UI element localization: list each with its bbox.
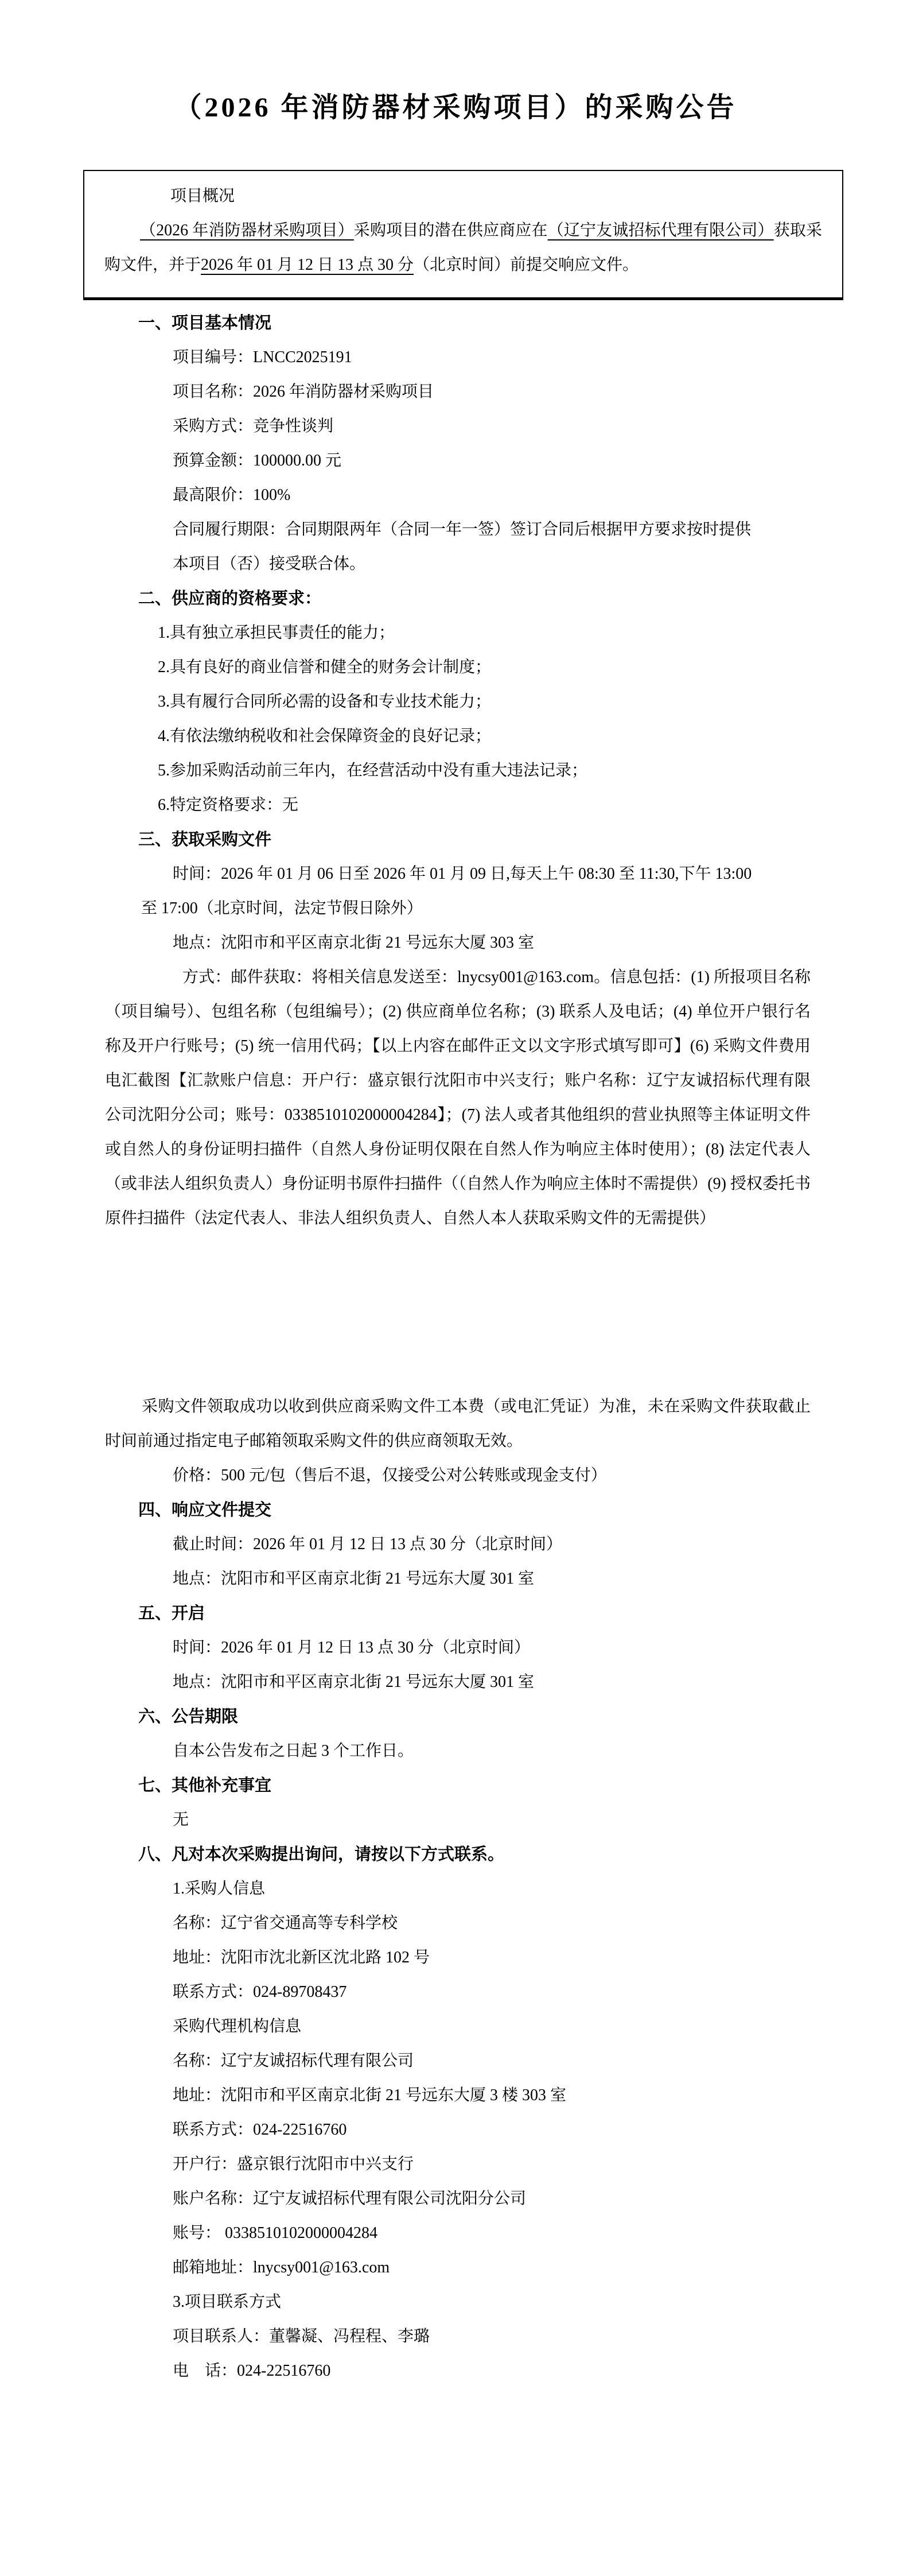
agency-name: 名称：辽宁友诚招标代理有限公司 [173,2052,414,2070]
document-location: 地点：沈阳市和平区南京北街 21 号远东大厦 303 室 [173,934,535,952]
opening-location: 地点：沈阳市和平区南京北街 21 号远东大厦 301 室 [173,1673,535,1691]
overview-project-name: （2026 年消防器材采购项目） [140,222,354,239]
purchaser-info-label: 1.采购人信息 [173,1880,266,1898]
project-contact-phone: 电 话：024-22516760 [173,2362,331,2380]
blank-space [105,1236,811,1390]
contract-period: 合同履行期限：合同期限两年（合同一年一签）签订合同后根据甲方要求按时提供 [173,521,752,538]
overview-paragraph [104,214,822,282]
agency-bank: 开户行：盛京银行沈阳市中兴支行 [173,2155,414,2173]
document-price: 价格：500 元/包（售后不退，仅接受公对公转账或现金支付） [173,1467,607,1484]
qualification-6: 6.特定资格要求：无 [158,796,299,814]
section-7-heading: 七、其他补充事宜 [138,1776,272,1795]
document-method-paragraph: 方式：邮件获取：将相关信息发送至：lnycsy001@163.com。信息包括：(1) 所报项目名称（项目编号）、包组名称（包组编号）；(2) 供应商单位名称；(3) 联系人及电话；(4) 单位开户银行名称及开户行账号；(5) 统一信用代码；【以上内容在邮件正文以文字形式填写即可】(6) 采购文件费用电汇截图【汇款账户信息：开户行：盛京银行沈阳市中兴支行；账户名称：辽宁友诚招标代理有限公司沈阳分公司；账号：0338510102000004284】；(7) 法人或者其他组织的营业执照等主体证明文件或自然人的身份证明扫描件（自然人身份证明仅限在自然人作为响应主体时使用）；(8) 法定代表人（或非法人组织负责人）身份证明书原件扫描件（（自然人作为响应主体时不需提供）(9) 授权委托书原件扫描件（法定代表人、非法人组织负责人、自然人本人获取采购文件的无需提供） [105,968,811,1227]
qualification-4: 4.有依法缴纳税收和社会保障资金的良好记录； [158,727,492,745]
procurement-method: 采购方式：竞争性谈判 [173,417,334,435]
qualification-3: 3.具有履行合同所必需的设备和专业技术能力； [158,693,492,711]
submission-location: 地点：沈阳市和平区南京北街 21 号远东大厦 301 室 [173,1570,535,1588]
overview-text-3: （北京时间）前提交响应文件。 [414,256,639,274]
opening-time: 时间：2026 年 01 月 12 日 13 点 30 分（北京时间） [173,1639,531,1656]
document-time-line1: 时间：2026 年 01 月 06 日至 2026 年 01 月 09 日,每天上午 08:30 至 11:30,下午 13:00 [173,865,752,883]
section-8-heading: 八、凡对本次采购提出询问，请按以下方式联系。 [138,1845,505,1864]
section-2-heading: 二、供应商的资格要求： [138,589,322,608]
consortium-acceptance: 本项目（否）接受联合体。 [173,555,366,573]
purchaser-address: 地址：沈阳市沈北新区沈北路 102 号 [173,1949,430,1966]
announcement-period: 自本公告发布之日起 3 个工作日。 [173,1742,414,1760]
other-matters: 无 [173,1811,189,1829]
project-name: 项目名称：2026 年消防器材采购项目 [173,383,434,401]
agency-email: 邮箱地址：lnycsy001@163.com [173,2259,390,2276]
section-5-heading: 五、开启 [138,1604,205,1623]
overview-heading: 项目概况 [170,187,235,205]
overview-agency-name: （辽宁友诚招标代理有限公司） [547,222,774,239]
section-6-heading: 六、公告期限 [138,1708,239,1726]
qualification-1: 1.具有独立承担民事责任的能力； [158,624,395,642]
budget-amount: 预算金额：100000.00 元 [173,452,342,470]
overview-deadline: 2026 年 01 月 12 日 13 点 30 分 [201,256,414,274]
section-3-heading: 三、获取采购文件 [138,831,272,849]
agency-address: 地址：沈阳市和平区南京北街 21 号远东大厦 3 楼 303 室 [173,2086,567,2104]
agency-info-label: 采购代理机构信息 [173,2018,302,2035]
submission-deadline: 截止时间：2026 年 01 月 12 日 13 点 30 分（北京时间） [173,1535,563,1553]
agency-account-name: 账户名称：辽宁友诚招标代理有限公司沈阳分公司 [173,2190,527,2208]
purchaser-name: 名称：辽宁省交通高等专科学校 [173,1914,398,1932]
page-title: （2026 年消防器材采购项目）的采购公告 [174,92,737,123]
document-time-line2: 至 17:00（北京时间，法定节假日除外） [141,899,423,917]
qualification-5: 5.参加采购活动前三年内，在经营活动中没有重大违法记录； [158,762,588,779]
agency-contact: 联系方式：024-22516760 [173,2121,347,2139]
document-body [0,306,811,2388]
overview-text-2: 获取采购文件，并于 [104,222,822,274]
purchaser-contact: 联系方式：024-89708437 [173,1983,347,2001]
project-contact-persons: 项目联系人：董馨凝、冯程程、李璐 [173,2327,430,2345]
qualification-2: 2.具有良好的商业信誉和健全的财务会计制度； [158,658,492,676]
section-4-heading: 四、响应文件提交 [138,1501,272,1519]
project-number: 项目编号：LNCC2025191 [173,348,352,366]
section-1-heading: 一、项目基本情况 [138,314,272,332]
document-receipt-paragraph: 采购文件领取成功以收到供应商采购文件工本费（或电汇凭证）为准，未在采购文件获取截止时间前通过指定电子邮箱领取采购文件的供应商领取无效。 [105,1398,811,1450]
overview-text-1: 采购项目的潜在供应商应在 [353,222,548,239]
project-contact-label: 3.项目联系方式 [173,2293,282,2311]
max-price-limit: 最高限价：100% [173,486,291,504]
agency-account-number: 账号： 0338510102000004284 [173,2224,378,2242]
project-overview-box [83,170,843,300]
